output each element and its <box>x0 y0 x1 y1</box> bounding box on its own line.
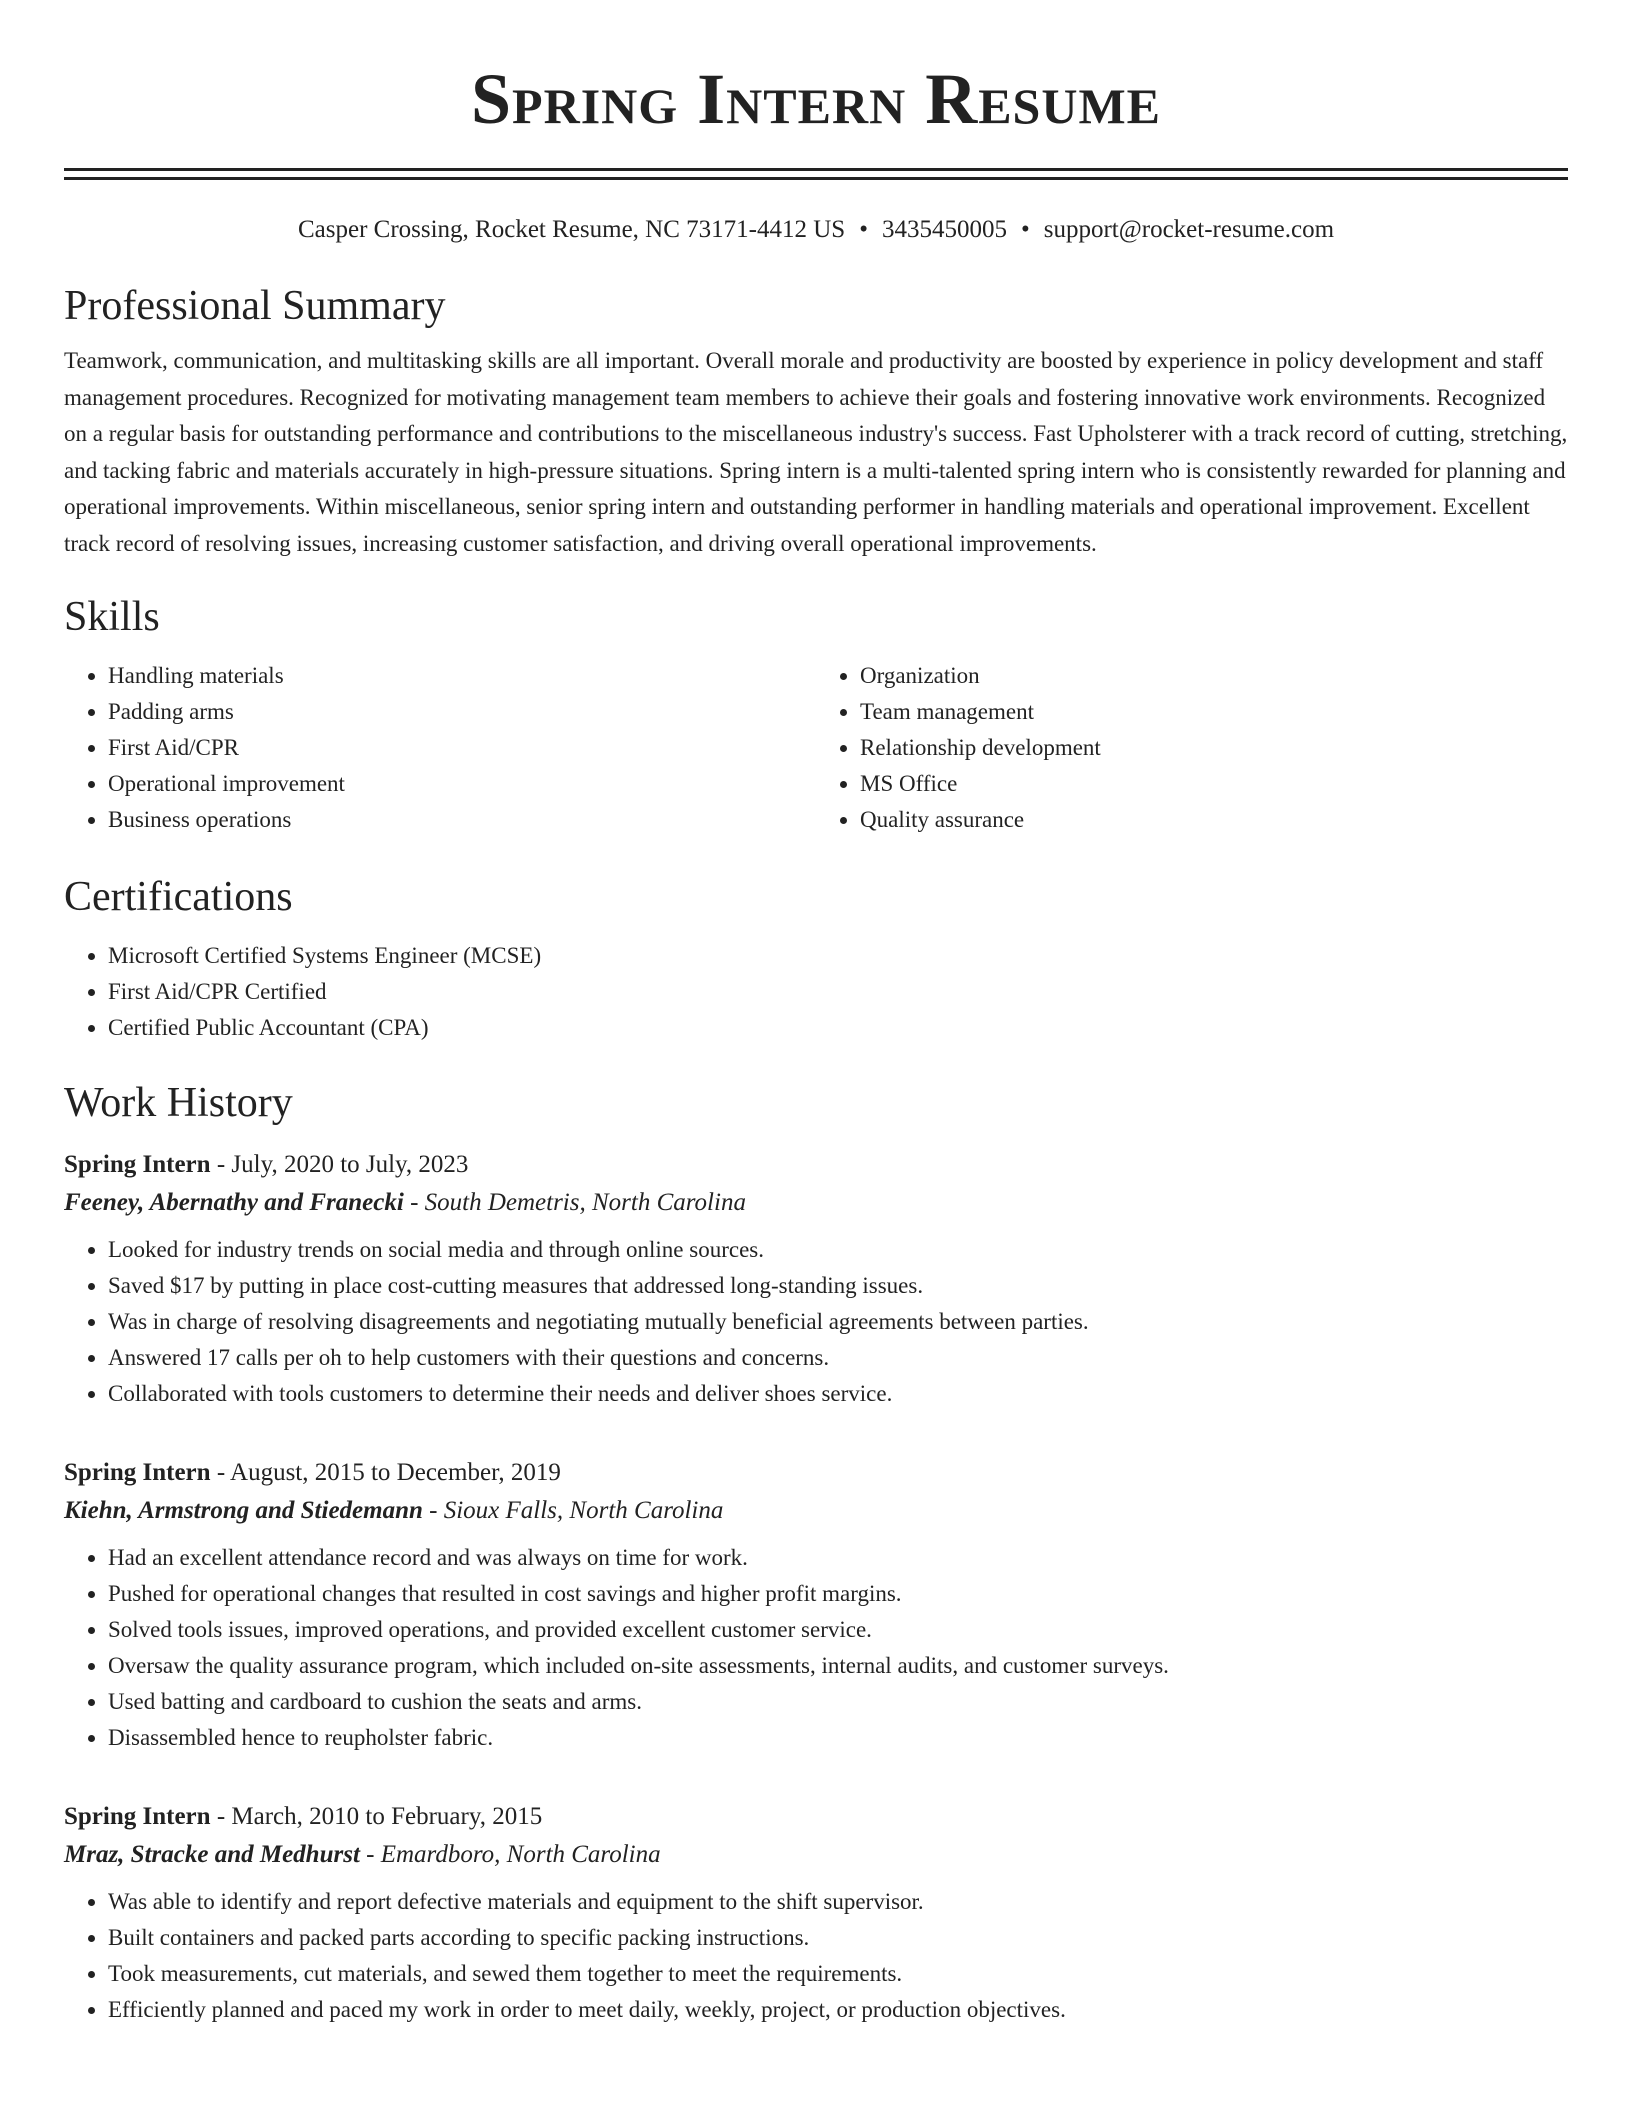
job-location: - Sioux Falls, North Carolina <box>422 1497 724 1524</box>
contact-separator: • <box>1020 216 1030 243</box>
skills-list-left <box>64 658 816 838</box>
contact-address: Casper Crossing, Rocket Resume, NC 73171-4412 US <box>297 216 846 243</box>
certifications-section <box>64 872 1568 1046</box>
page-title: Spring Intern Resume <box>471 59 1161 139</box>
job-duty-item: • Was able to identify and report defective materials and equipment to the shift supervisor. <box>108 1884 1568 1920</box>
certifications-list <box>64 938 1568 1046</box>
job-company: Kiehn, Armstrong and Stiedemann <box>64 1497 423 1524</box>
job-duties-list <box>64 1232 1568 1412</box>
skills-heading: Skills <box>64 594 160 640</box>
job-duty-item: • Looked for industry trends on social media and through online sources. <box>108 1232 1568 1268</box>
header-divider-thick <box>64 168 1568 171</box>
skills-section <box>64 592 1568 838</box>
job-title-line <box>64 1798 1568 1836</box>
skills-list-right <box>816 658 1568 838</box>
job-duty-item: • Took measurements, cut materials, and sewed them together to meet the requirements. <box>108 1956 1568 1992</box>
skill-item: • Organization <box>860 658 1568 694</box>
header-divider-thin <box>64 177 1568 180</box>
skills-columns <box>64 658 1568 838</box>
job-entry <box>64 1798 1568 2028</box>
certification-item: • Certified Public Accountant (CPA) <box>108 1010 1568 1046</box>
certifications-heading: Certifications <box>64 874 293 920</box>
job-duty-item: • Had an excellent attendance record and was always on time for work. <box>108 1540 1568 1576</box>
job-title-line <box>64 1146 1568 1184</box>
skill-item: • Operational improvement <box>108 766 816 802</box>
summary-text: Teamwork, communication, and multitasking skills are all important. Overall morale and productivity are boosted by experience in policy development and staff management procedures. Recognized for motivating management team members to achieve their goals and fostering innovative work environments. Recognized on a regular basis for outstanding performance and contributions to the miscellaneous industry's success. Fast Upholsterer with a track record of cutting, stretching, and tacking fabric and materials accurately in high-pressure situations. Spring intern is a multi-talented spring intern who is consistently rewarded for planning and operational improvements. Within miscellaneous, senior spring intern and outstanding performer in handling materials and operational improvement. Excellent track record of resolving issues, increasing customer satisfaction, and driving overall operational improvements. <box>64 348 1568 556</box>
job-dates: - July, 2020 to July, 2023 <box>210 1151 469 1178</box>
skill-item: • Team management <box>860 694 1568 730</box>
job-role: Spring Intern <box>64 1459 211 1486</box>
job-duty-item: • Disassembled hence to reupholster fabric. <box>108 1720 1568 1756</box>
work-history-section <box>64 1078 1568 2028</box>
job-duty-item: • Used batting and cardboard to cushion the seats and arms. <box>108 1684 1568 1720</box>
job-duties-list <box>64 1884 1568 2028</box>
job-duties-list <box>64 1540 1568 1756</box>
job-company-line <box>64 1492 1568 1530</box>
job-duty-item: • Collaborated with tools customers to determine their needs and deliver shoes service. <box>108 1376 1568 1412</box>
job-company: Feeney, Abernathy and Franecki <box>64 1189 404 1216</box>
job-company: Mraz, Stracke and Medhurst <box>64 1841 360 1868</box>
job-duty-item: • Efficiently planned and paced my work in order to meet daily, weekly, project, or production objectives. <box>108 1992 1568 2028</box>
skill-item: • Padding arms <box>108 694 816 730</box>
job-location: - Emardboro, North Carolina <box>359 1841 661 1868</box>
skill-item: • First Aid/CPR <box>108 730 816 766</box>
job-dates: - August, 2015 to December, 2019 <box>210 1459 561 1486</box>
job-duty-item: • Built containers and packed parts according to specific packing instructions. <box>108 1920 1568 1956</box>
summary-section <box>64 281 1568 562</box>
work-history-heading: Work History <box>64 1080 293 1126</box>
job-role: Spring Intern <box>64 1803 211 1830</box>
job-dates: - March, 2010 to February, 2015 <box>210 1803 543 1830</box>
job-location: - South Demetris, North Carolina <box>403 1189 746 1216</box>
job-role: Spring Intern <box>64 1151 211 1178</box>
skill-item: • Quality assurance <box>860 802 1568 838</box>
job-duty-item: • Pushed for operational changes that resulted in cost savings and higher profit margins. <box>108 1576 1568 1612</box>
job-duty-item: • Was in charge of resolving disagreements and negotiating mutually beneficial agreements between parties. <box>108 1304 1568 1340</box>
skill-item: • Handling materials <box>108 658 816 694</box>
contact-separator: • <box>859 216 868 243</box>
certification-item: • Microsoft Certified Systems Engineer (MCSE) <box>108 938 1568 974</box>
job-entry <box>64 1146 1568 1412</box>
certification-item: • First Aid/CPR Certified <box>108 974 1568 1010</box>
job-duty-item: • Oversaw the quality assurance program, which included on-site assessments, internal audits, and customer surveys. <box>108 1648 1568 1684</box>
job-duty-item: • Saved $17 by putting in place cost-cutting measures that addressed long-standing issues. <box>108 1268 1568 1304</box>
job-duty-item: • Solved tools issues, improved operations, and provided excellent customer service. <box>108 1612 1568 1648</box>
job-company-line <box>64 1836 1568 1874</box>
summary-heading: Professional Summary <box>64 283 446 329</box>
contact-phone: 3435450005 <box>881 216 1007 243</box>
contact-line <box>64 213 1568 247</box>
contact-email: support@rocket-resume.com <box>1043 216 1335 243</box>
skill-item: • Relationship development <box>860 730 1568 766</box>
job-entry <box>64 1454 1568 1756</box>
skill-item: • MS Office <box>860 766 1568 802</box>
job-company-line <box>64 1184 1568 1222</box>
job-title-line <box>64 1454 1568 1492</box>
skill-item: • Business operations <box>108 802 816 838</box>
job-duty-item: • Answered 17 calls per oh to help customers with their questions and concerns. <box>108 1340 1568 1376</box>
